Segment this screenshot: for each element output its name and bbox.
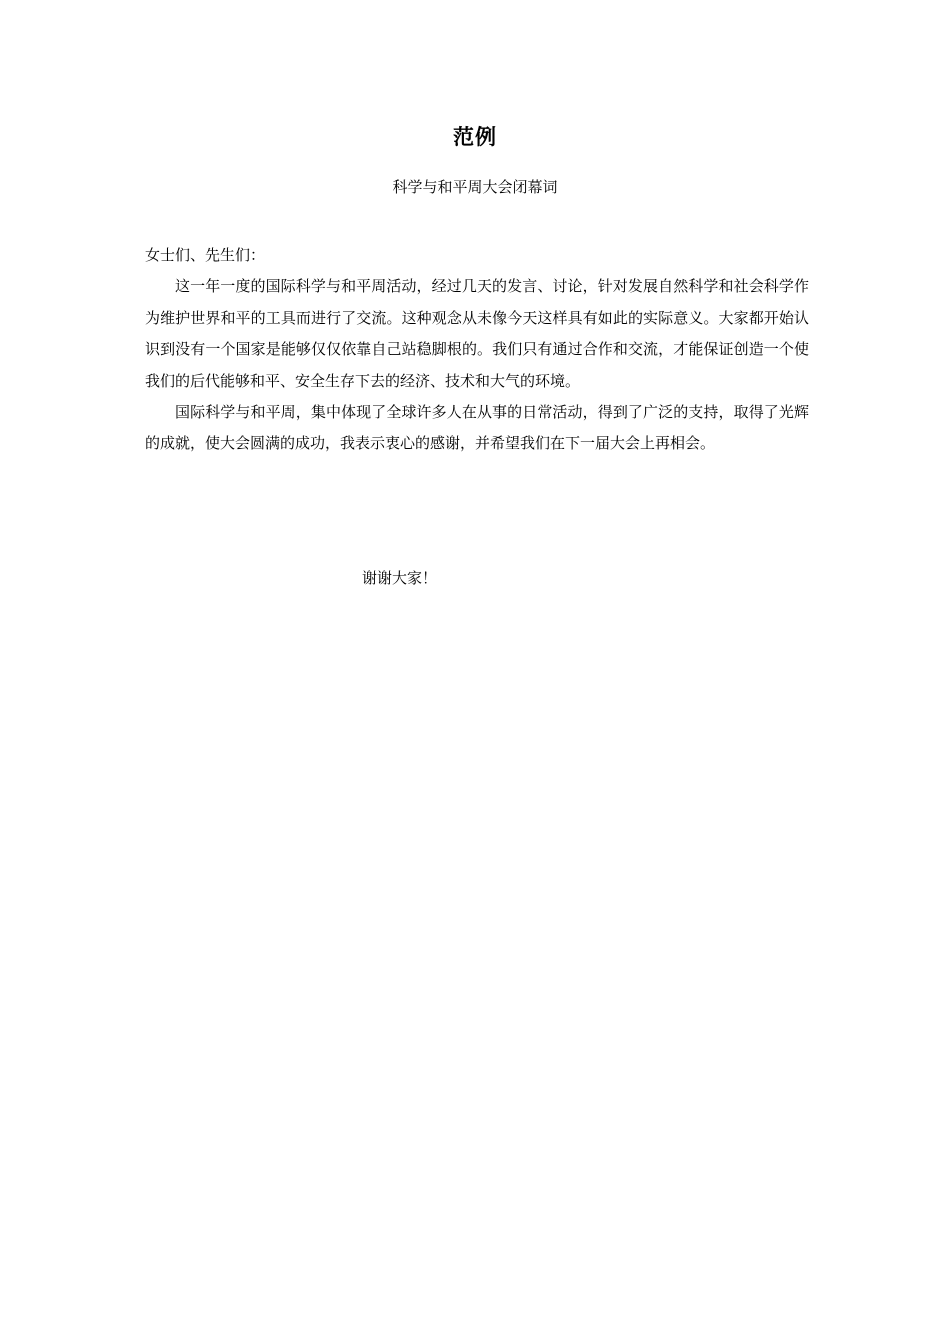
paragraph-1: 这一年一度的国际科学与和平周活动，经过几天的发言、讨论，针对发展自然科学和社会科学作为维护世界和平的工具而进行了交流。这种观念从未像今天这样具有如此的实际意义。大家都开始认识到没有一个国家是能够仅仅依靠自己站稳脚根的。我们只有通过合作和交流，才能保证创造一个使我们的后代能够和平、安全生存下去的经济、技术和大气的环境。 [145,277,809,390]
document-body [145,240,809,460]
document-subtitle: 科学与和平周大会闭幕词 [392,178,558,196]
paragraph-2: 国际科学与和平周，集中体现了全球许多人在从事的日常活动，得到了广泛的支持，取得了光辉的成就，使大会圆满的成功，我表示衷心的感谢，并希望我们在下一届大会上再相会。 [145,403,809,453]
document-title: 范例 [453,125,497,149]
closing-remark: 谢谢大家！ [362,569,438,587]
salutation: 女士们、先生们： [145,246,266,264]
